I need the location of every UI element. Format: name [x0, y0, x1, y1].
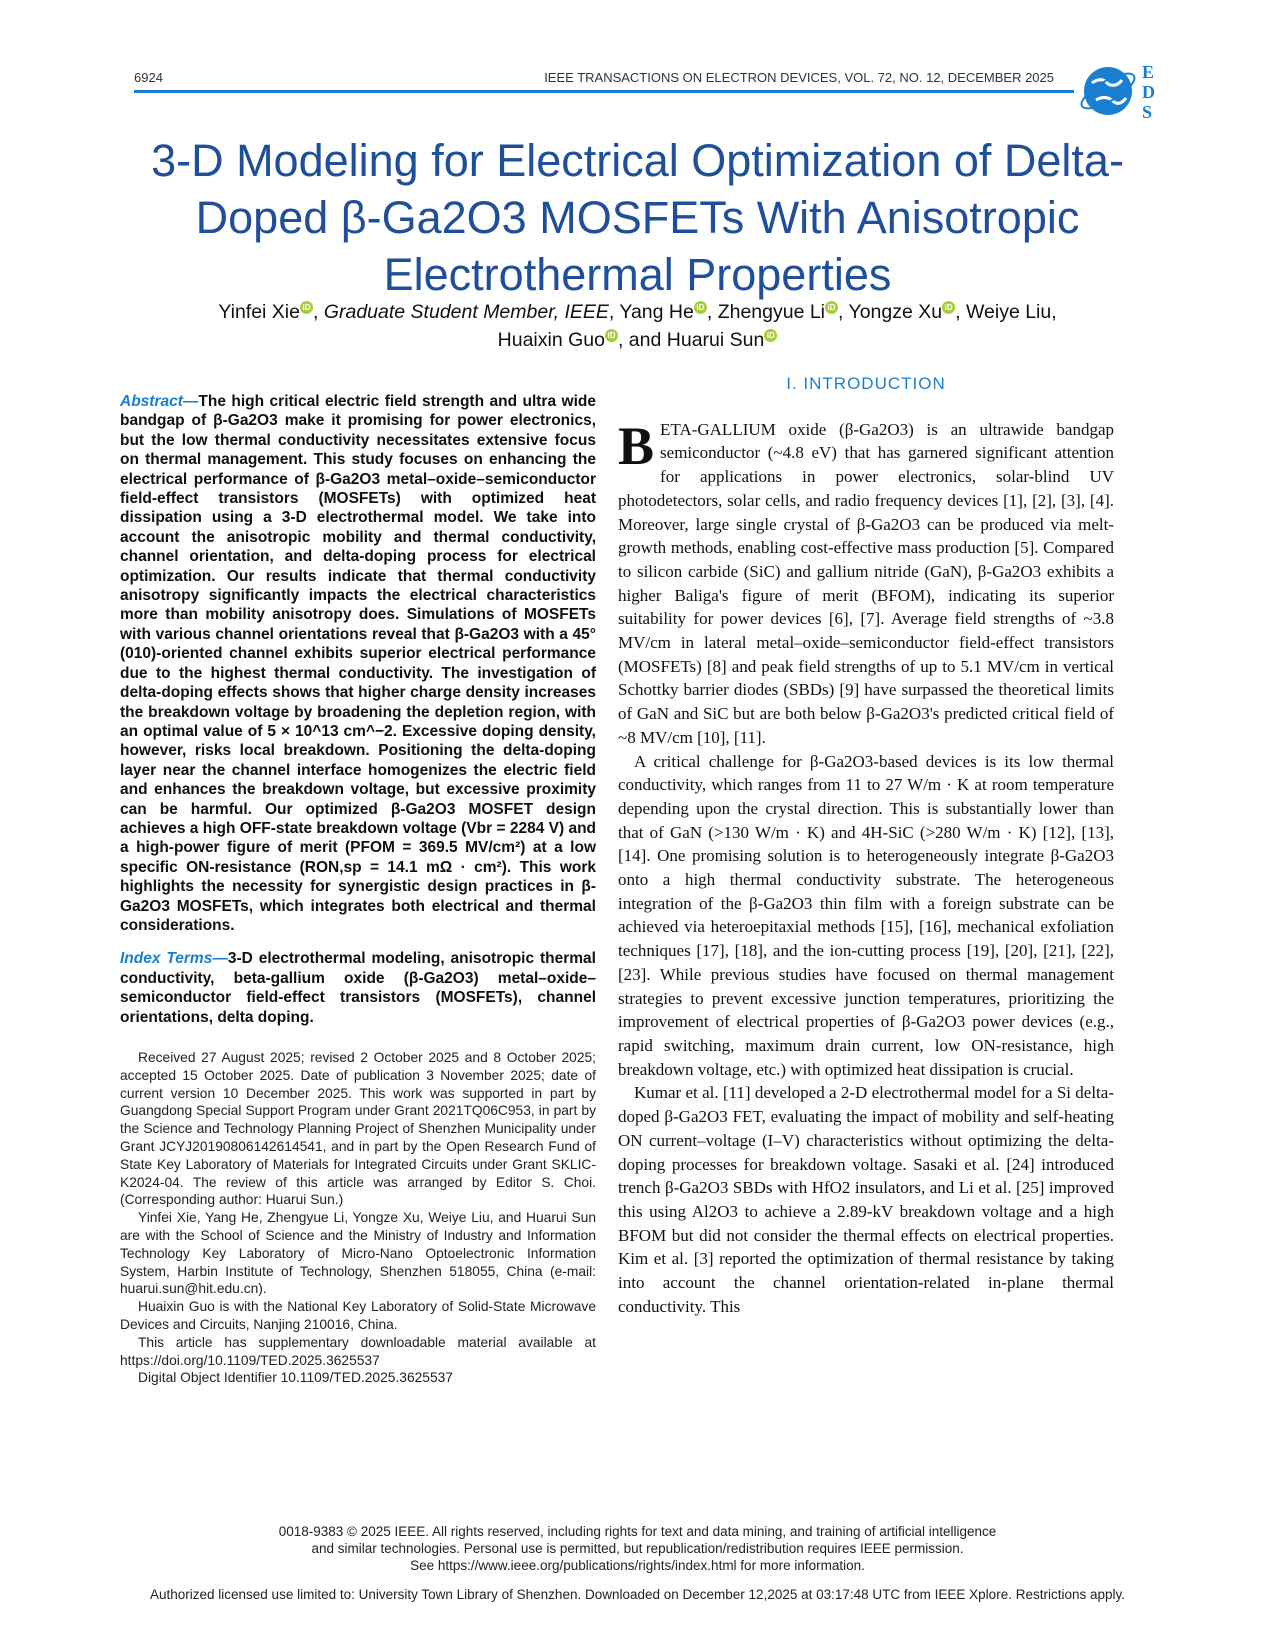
- journal-name: IEEE TRANSACTIONS ON ELECTRON DEVICES, VOL. 72, NO. 12, DECEMBER 2025: [544, 70, 1054, 85]
- author-name: Weiye Liu: [965, 301, 1052, 323]
- orcid-icon[interactable]: iD: [825, 301, 838, 314]
- author-name: Huarui Sun: [666, 329, 765, 351]
- footnote-doi: Digital Object Identifier 10.1109/TED.2025.3625537: [138, 1370, 453, 1386]
- abstract-label: Abstract—: [120, 393, 199, 410]
- author-name: Yinfei Xie: [218, 301, 300, 323]
- copyright-notice: 0018-9383 © 2025 IEEE. All rights reserved, including rights for text and data mining, and training of artificial intelligence and similar technologies. Personal use is permitted, but republication/redistribution requires IEEE permission. See https://www.ieee.org/publications/rights/index.html for more information.: [100, 1523, 1175, 1574]
- footnotes: [120, 1049, 596, 1387]
- orcid-icon[interactable]: iD: [764, 329, 777, 342]
- intro-paragraph-2: A critical challenge for β-Ga2O3-based devices is its low thermal conductivity, which ranges from 11 to 27 W/m · K at room temperature depending upon the crystal direction. This is substantially lower than that of GaN (>130 W/m · K) and 4H-SiC (>280 W/m · K) [12], [13], [14]. One promising solution is to heterogeneously integrate β-Ga2O3 onto a high thermal conductivity substrate. The heterogeneous integration of the β-Ga2O3 thin film with a foreign substrate can be achieved via heteroepitaxial methods [15], [16], mechanical exfoliation techniques [17], [18], and the ion-cutting process [19], [20], [21], [22], [23]. While previous studies have focused on thermal management strategies to prevent excessive junction temperatures, prioritizing the improvement of electrical properties of β-Ga2O3 power devices (e.g., rapid switching, maximum drain current, low ON-resistance, high breakdown voltage, etc.) with optimized heat dissipation is crucial.: [618, 751, 1114, 1079]
- right-column: [618, 372, 1114, 1318]
- header-rule: [134, 90, 1074, 93]
- author-name: Zhengyue Li: [717, 301, 826, 323]
- abstract: [120, 392, 596, 935]
- page-number: 6924: [134, 70, 163, 85]
- left-column: [120, 392, 596, 1387]
- footnote-supplementary: This article has supplementary downloadable material available at https://doi.org/10.1109/TED.2025.3625537: [120, 1334, 596, 1368]
- orcid-icon[interactable]: iD: [942, 301, 955, 314]
- footnote-affiliation-2: Huaixin Guo is with the National Key Laboratory of Solid-State Microwave Devices and Circuits, Nanjing 210016, China.: [120, 1299, 596, 1332]
- license-notice: Authorized licensed use limited to: University Town Library of Shenzhen. Downloaded on December 12,2025 at 03:17:48 UTC from IEEE Xplore. Restrictions apply.: [149, 1587, 1125, 1602]
- author-list: Yinfei Xie iD , Graduate Student Member, IEEE, Yang He iD , Zhengyue Li iD , Yongze Xu iD , Weiye Liu, Huaixin Guo iD , and Huarui Sun iD: [218, 301, 1057, 351]
- orcid-icon[interactable]: iD: [300, 301, 313, 314]
- section-heading-introduction: I. INTRODUCTION: [786, 374, 946, 393]
- footnote-affiliation-1: Yinfei Xie, Yang He, Zhengyue Li, Yongze Xu, Weiye Liu, and Huarui Sun are with the School of Science and the Ministry of Industry and Information Technology Key Laboratory of Micro-Nano Optoelectronic Information System, Harbin Institute of Technology, Shenzhen 518055, China (e-mail: huarui.sun@hit.edu.cn).: [120, 1210, 596, 1297]
- paper-title: 3-D Modeling for Electrical Optimization of Delta-Doped β-Ga2O3 MOSFETs With Anisotropic Electrothermal Properties: [151, 135, 1124, 300]
- rights-link[interactable]: See https://www.ieee.org/publications/rights/index.html for more information.: [410, 1558, 865, 1573]
- svg-text:S: S: [1142, 102, 1153, 122]
- orcid-icon[interactable]: iD: [605, 329, 618, 342]
- svg-text:D: D: [1142, 82, 1155, 102]
- eds-globe-logo-icon: [1078, 58, 1158, 124]
- orcid-icon[interactable]: iD: [694, 301, 707, 314]
- footnote-received: Received 27 August 2025; revised 2 October 2025 and 8 October 2025; accepted 15 October 2025. Date of publication 3 November 2025; date of current version 10 December 2025. This work was supported in part by Guangdong Special Support Program under Grant 2021TQ06C953, in part by the Science and Technology Planning Project of Shenzhen Municipality under Grant JCYJ20190806142614541, and in part by the Open Research Fund of State Key Laboratory of Materials for Integrated Circuits under Grant SKLIC-K2024-04. The review of this article was arranged by Editor S. Choi. (Corresponding author: Huarui Sun.): [120, 1050, 596, 1208]
- intro-paragraph-3: Kumar et al. [11] developed a 2-D electrothermal model for a Si delta-doped β-Ga2O3 FET, evaluating the impact of mobility and self-heating ON current–voltage (I–V) characteristics without optimizing the delta-doping processes for breakdown voltage. Sasaki et al. [24] introduced trench β-Ga2O3 SBDs with HfO2 insulators, and Li et al. [25] improved this using Al2O3 to achieve a 2.89-kV breakdown voltage and a high BFOM but did not consider the thermal effects on electrical properties. Kim et al. [3] reported the optimization of thermal resistance by taking into account the channel orientation-related in-plane thermal conductivity. This: [618, 1083, 1114, 1316]
- svg-text:E: E: [1142, 62, 1155, 82]
- author-name: Yongze Xu: [848, 301, 943, 323]
- index-terms-label: Index Terms—: [120, 950, 228, 968]
- drop-cap: B: [618, 415, 655, 476]
- intro-paragraph-1: BETA-GALLIUM oxide (β-Ga2O3) is an ultrawide bandgap semiconductor (~4.8 eV) that has garnered significant attention for applications in power electronics, solar-blind UV photodetectors, solar cells, and radio frequency devices [1], [2], [3], [4]. Moreover, large single crystal of β-Ga2O3 can be produced via melt-growth methods, enabling cost-effective mass production [5]. Compared to silicon carbide (SiC) and gallium nitride (GaN), β-Ga2O3 exhibits a higher Baliga's figure of merit (BFOM), indicating its superior suitability for power devices [6], [7]. Average field strengths of ~3.8 MV/cm in lateral metal–oxide–semiconductor field-effect transistors (MOSFETs) [8] and peak field strengths of up to 5.1 MV/cm in vertical Schottky barrier diodes (SBDs) [9] have surpassed the theoretical limits of GaN and SiC but are both below β-Ga2O3's predicted critical field of ~8 MV/cm [10], [11].: [618, 415, 1114, 747]
- author-name: Huaixin Guo: [497, 329, 605, 351]
- index-terms: [120, 949, 596, 1027]
- author-name: Yang He: [619, 301, 694, 323]
- index-terms-text: 3-D electrothermal modeling, anisotropic thermal conductivity, beta-gallium oxide (β-Ga2O3) metal–oxide–semiconductor field-effect transistors (MOSFETs), channel orientations, delta doping.: [120, 950, 596, 1026]
- abstract-text: The high critical electric field strength and ultra wide bandgap of β-Ga2O3 make it promising for power electronics, but the low thermal conductivity necessitates extensive focus on thermal management. This study focuses on enhancing the electrical performance of β-Ga2O3 metal–oxide–semiconductor field-effect transistors (MOSFETs) with optimized heat dissipation using a 3-D electrothermal model. We take into account the anisotropic mobility and thermal conductivity, channel orientation, and delta-doping process for electrical optimization. Our results indicate that thermal conductivity anisotropy significantly impacts the electrical characteristics more than mobility anisotropy does. Simulations of MOSFETs with various channel orientations reveal that β-Ga2O3 with a 45° (010)-oriented channel exhibits superior electrical performance due to the highest thermal conductivity. The investigation of delta-doping effects shows that higher charge density increases the breakdown voltage by broadening the depletion region, with an optimal value of 5 × 10^13 cm^−2. Excessive doping density, however, risks local breakdown. Positioning the delta-doping layer near the channel interface homogenizes the electric field and enhances the breakdown voltage, but excessive proximity can be harmful. Our optimized β-Ga2O3 MOSFET design achieves a high OFF-state breakdown voltage (Vbr = 2284 V) and a high-power figure of merit (PFOM = 369.5 MV/cm²) at a low specific ON-resistance (RON,sp = 14.1 mΩ · cm²). This work highlights the necessity for synergistic design practices in β-Ga2O3 MOSFETs, which integrates both electrical and thermal considerations.: [120, 393, 596, 934]
- author-membership: Graduate Student Member, IEEE: [323, 301, 609, 323]
